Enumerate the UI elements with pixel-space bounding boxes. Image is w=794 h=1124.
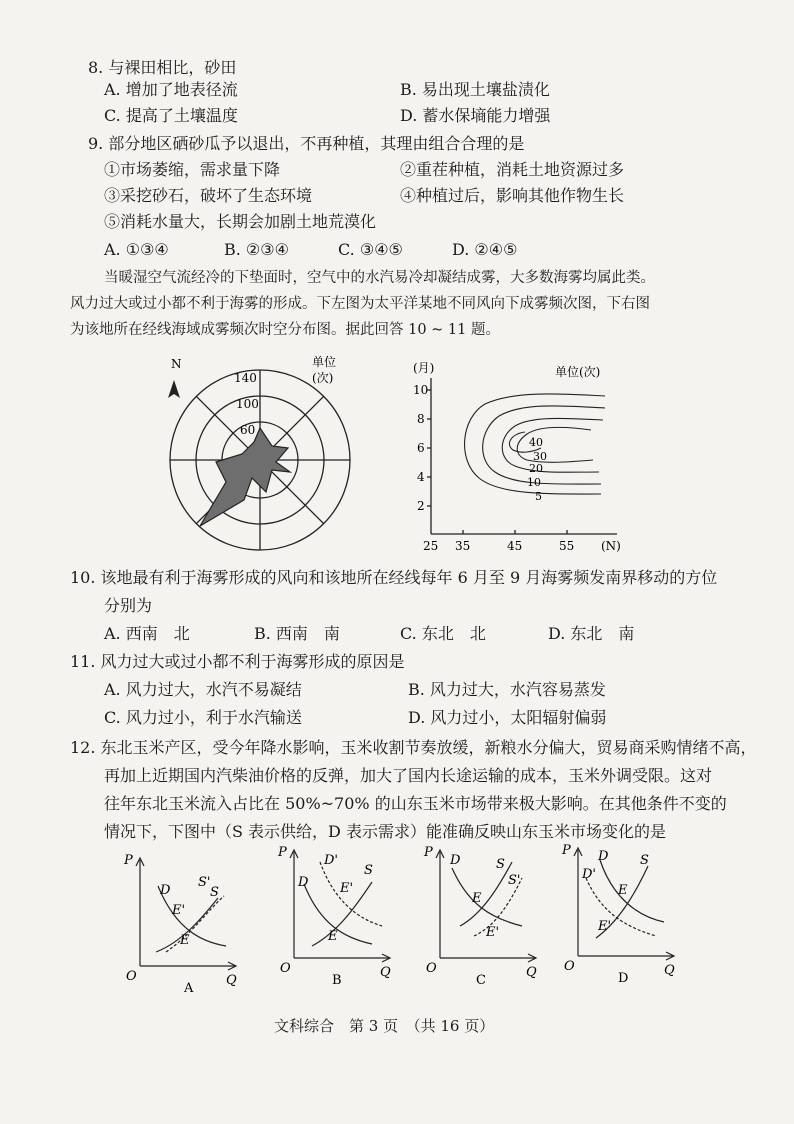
passage-line-1: 当暖湿空气流经冷的下垫面时，空气中的水汽易冷却凝结成雾，大多数海雾均属此类。 <box>104 270 655 286</box>
q9-option-b: B. ②③④ <box>224 240 289 259</box>
graph-b-dp: D' <box>324 853 338 868</box>
contour-y-tick-8: 8 <box>417 412 425 426</box>
q9-option-d: D. ②④⑤ <box>452 240 518 259</box>
q12-line-3: 往年东北玉米流入占比在 50%~70% 的山东玉米市场带来极大影响。在其他条件不变的 <box>104 794 727 813</box>
q8-option-c: C. 提高了土壤温度 <box>104 106 238 125</box>
contour-x-tick-25: 25 <box>423 539 439 553</box>
q10-option-c: C. 东北 北 <box>400 624 486 643</box>
supply-demand-graph-c <box>418 840 548 984</box>
graph-d-q: Q <box>664 963 675 978</box>
graph-d-d: D <box>598 849 609 864</box>
graph-b-ep: E' <box>340 881 354 896</box>
q9-stem: 9. 部分地区硒砂瓜予以退出，不再种植，其理由组合合理的是 <box>88 134 525 153</box>
q10-option-b: B. 西南 南 <box>254 624 340 643</box>
q11-option-d: D. 风力过小，太阳辐射偏弱 <box>408 708 607 727</box>
graph-a-e: E <box>180 933 190 948</box>
q11-option-a: A. 风力过大，水汽不易凝结 <box>104 680 302 699</box>
supply-demand-graph-a <box>118 848 248 992</box>
radar-unit-label: 单位 <box>312 355 337 369</box>
graph-d-dp: D' <box>582 867 596 882</box>
graph-c-p: P <box>424 845 433 860</box>
graph-a-sp: S' <box>198 875 211 890</box>
graph-c-o: O <box>426 961 437 976</box>
graph-a-q: Q <box>226 973 237 988</box>
graph-c-e: E <box>472 891 482 906</box>
ring-label-60: 60 <box>240 423 256 437</box>
graph-b-q: Q <box>380 965 391 980</box>
q9-option-c: C. ③④⑤ <box>338 240 403 259</box>
q11-stem: 11. 风力过大或过小都不利于海雾形成的原因是 <box>70 652 405 671</box>
contour-label-5: 5 <box>535 490 542 503</box>
q9-item-4: ④种植过后，影响其他作物生长 <box>400 186 625 205</box>
contour-x-tick-35: 35 <box>455 539 471 553</box>
north-arrow-icon <box>168 380 180 398</box>
ring-label-140: 140 <box>234 371 257 385</box>
contour-unit-label: 单位(次) <box>555 365 601 379</box>
q9-item-5: ⑤消耗水量大，长期会加剧土地荒漠化 <box>104 212 377 231</box>
graph-b-s: S <box>364 863 373 878</box>
q8-option-a: A. 增加了地表径流 <box>104 80 238 99</box>
graph-d-e: E <box>618 883 628 898</box>
graph-d-p: P <box>562 843 571 858</box>
contour-label-10: 10 <box>527 476 541 489</box>
contour-y-tick-2: 2 <box>417 499 425 513</box>
contour-y-tick-4: 4 <box>417 470 425 484</box>
q11-option-c: C. 风力过小，利于水汽输送 <box>104 708 302 727</box>
q9-option-a: A. ①③④ <box>104 240 169 259</box>
q10-stem-line-2: 分别为 <box>104 596 153 615</box>
contour-x-unit: (N) <box>601 539 621 553</box>
graph-d-s: S <box>640 853 649 868</box>
graph-b-p: P <box>278 845 287 860</box>
graph-d-o: O <box>564 959 575 974</box>
graph-c-s: S <box>496 857 505 872</box>
contour-label-20: 20 <box>529 462 543 475</box>
contour-y-unit: (月) <box>413 361 435 375</box>
contour-y-tick-6: 6 <box>417 441 425 455</box>
graph-c-caption: C <box>476 973 486 984</box>
q8-stem: 8. 与裸田相比，砂田 <box>88 58 237 77</box>
ring-label-100: 100 <box>236 397 259 411</box>
supply-demand-graph-b <box>272 840 402 984</box>
contour-x-tick-45: 45 <box>507 539 523 553</box>
q10-option-d: D. 东北 南 <box>548 624 635 643</box>
contour-label-30: 30 <box>533 450 547 463</box>
q9-item-2: ②重茬种植，消耗土地资源过多 <box>400 160 625 179</box>
q9-item-1: ①市场萎缩，需求量下降 <box>104 160 281 179</box>
q12-line-2: 再加上近期国内汽柴油价格的反弹，加大了国内长途运输的成本，玉米外调受限。这对 <box>104 766 713 785</box>
graph-a-s: S <box>210 885 219 900</box>
graph-c-ep: E' <box>486 925 500 940</box>
q12-line-1: 12. 东北玉米产区，受今年降水影响，玉米收割节奏放缓，新粮水分偏大，贸易商采购情绪不高， <box>70 738 757 757</box>
graph-b-caption: B <box>332 973 342 984</box>
passage-line-3: 为该地所在经线海域成雾频次时空分布图。据此回答 10 ~ 11 题。 <box>70 322 500 338</box>
fog-contour-figure <box>405 360 645 556</box>
contour-y-tick-10: 10 <box>413 383 429 397</box>
wind-fog-radar-figure <box>160 350 370 562</box>
q8-option-b: B. 易出现土壤盐渍化 <box>400 80 550 99</box>
graph-c-d: D <box>450 853 461 868</box>
q10-option-a: A. 西南 北 <box>104 624 190 643</box>
graph-b-d: D <box>298 875 309 890</box>
radar-unit-sub: (次) <box>312 371 334 385</box>
graph-c-q: Q <box>526 965 537 980</box>
q10-stem-line-1: 10. 该地最有利于海雾形成的风向和该地所在经线每年 6 月至 9 月海雾频发南界移动的方位 <box>70 568 718 587</box>
graph-a-d: D <box>160 883 171 898</box>
supply-demand-graph-d <box>556 838 686 982</box>
q9-item-3: ③采挖砂石，破坏了生态环境 <box>104 186 313 205</box>
graph-c-sp: S' <box>508 873 521 888</box>
contour-x-tick-55: 55 <box>559 539 575 553</box>
graph-a-ep: E' <box>172 903 186 918</box>
graph-a-o: O <box>126 969 137 984</box>
q11-option-b: B. 风力过大，水汽容易蒸发 <box>408 680 606 699</box>
graph-d-caption: D <box>618 971 629 982</box>
q8-option-d: D. 蓄水保墒能力增强 <box>400 106 551 125</box>
passage-line-2: 风力过大或过小都不利于海雾的形成。下左图为太平洋某地不同风向下成雾频次图，下右图 <box>70 296 650 312</box>
graph-b-e: E <box>328 929 338 944</box>
page-footer: 文科综合 第 3 页 （共 16 页） <box>274 1017 495 1035</box>
graph-b-o: O <box>280 961 291 976</box>
north-label: N <box>171 357 182 371</box>
contour-label-40: 40 <box>529 436 543 449</box>
q12-line-4: 情况下，下图中（S 表示供给，D 表示需求）能准确反映山东玉米市场变化的是 <box>104 822 666 841</box>
graph-a-caption: A <box>184 981 194 992</box>
graph-d-ep: E' <box>598 919 612 934</box>
graph-a-p: P <box>124 853 133 868</box>
